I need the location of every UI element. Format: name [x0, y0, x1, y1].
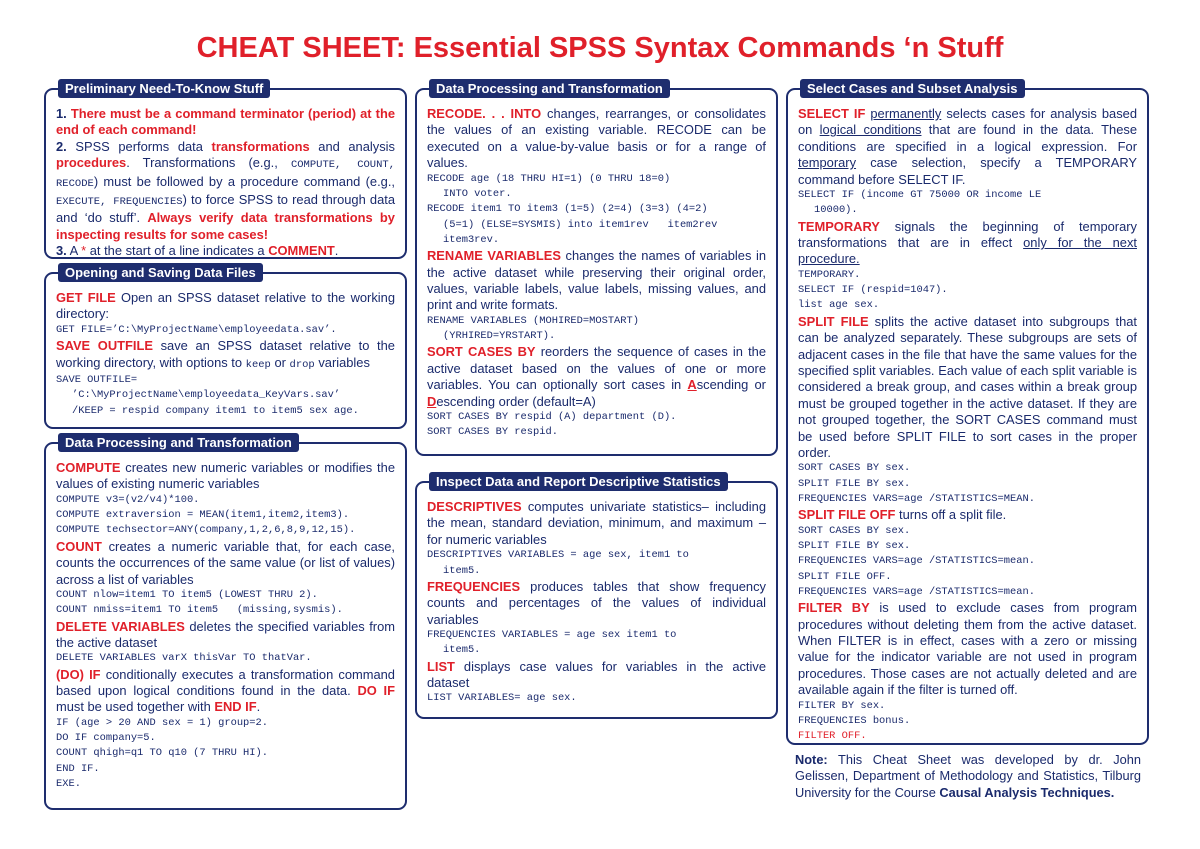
frequencies-code-2: item5.: [443, 644, 481, 657]
count-desc: COUNT creates a numeric variable that, for each case, counts the occurrences of the same value (or list of values) across a list of variables: [56, 538, 395, 587]
descriptives-desc: DESCRIPTIVES computes univariate statistics– including the mean, standard deviation, minimum, and maximum – for numeric variables: [427, 499, 766, 547]
doif-code-5: EXE.: [56, 778, 81, 791]
temporary-code-3: list age sex.: [798, 299, 880, 312]
save-outfile-code-3: /KEEP = respid company item1 to item5 sex age.: [72, 404, 359, 417]
temporary-code-2: SELECT IF (respid=1047).: [798, 284, 948, 297]
descriptives-code-2: item5.: [443, 564, 481, 577]
data-processing-header-1: Data Processing and Transformation: [58, 433, 299, 452]
split-off-desc: SPLIT FILE OFF turns off a split file.: [798, 507, 1007, 523]
preliminary-point-2: 2. SPSS performs data transformations and analysis procedures. Transformations (e.g., COMPUTE, COUNT, RECODE) must be followed by a procedure command (e.g., EXECUTE, FREQUENCIES) to force SPSS to read through data and ‘do stuff’. Always verify data transformations by inspecting results for some cases!: [56, 138, 395, 242]
list-desc: LIST displays case values for variables in the active dataset: [427, 658, 766, 691]
open-save-box: [44, 265, 407, 429]
sort-code-1: SORT CASES BY respid (A) department (D).: [427, 410, 677, 423]
recode-code-1: RECODE age (18 THRU HI=1) (0 THRU 18=0): [427, 172, 671, 185]
select-if-desc: SELECT IF permanently selects cases for analysis based on logical conditions that are found in the data. These conditions are specified in a logical expression. For temporary case selection, specify a TEMPORARY command before SELECT IF.: [798, 106, 1137, 187]
filter-code-2: FREQUENCIES bonus.: [798, 714, 911, 727]
split-file-desc: SPLIT FILE splits the active dataset into subgroups that can be analyzed separately. These subgroups are sets of adjacent cases in the file that have the same values for the specified split variables. Each value of each split variable is considered a break group, and cases within a break group must be grouped together in the active dataset. If they are not grouped together, the SORT CASES command must be used before SPLIT FILE to sort cases in the proper order.: [798, 313, 1137, 460]
footer-note: Note: This Cheat Sheet was developed by dr. John Gelissen, Department of Methodology and Statistics, Tilburg University for the Course Causal Analysis Techniques.: [795, 752, 1141, 800]
recode-code-3: RECODE item1 TO item3 (1=5) (2=4) (3=3) (4=2): [427, 203, 708, 216]
list-code: LIST VARIABLES= age sex.: [427, 692, 577, 705]
select-cases-box: [786, 81, 1149, 745]
preliminary-box: [44, 81, 407, 259]
split-code-3: FREQUENCIES VARS=age /STATISTICS=MEAN.: [798, 492, 1035, 505]
split-off-code-4: SPLIT FILE OFF.: [798, 570, 892, 583]
get-file-desc: GET FILE Open an SPSS dataset relative to the working directory:: [56, 290, 395, 322]
recode-code-2: INTO voter.: [443, 187, 512, 200]
delete-desc: DELETE VARIABLES deletes the specified variables from the active dataset: [56, 618, 395, 650]
sort-code-2: SORT CASES BY respid.: [427, 426, 558, 439]
compute-code-2: COMPUTE extraversion = MEAN(item1,item2,item3).: [56, 509, 350, 522]
frequencies-desc: FREQUENCIES produces tables that show frequency counts and percentages of the values of individual variables: [427, 578, 766, 627]
descriptives-code-1: DESCRIPTIVES VARIABLES = age sex, item1 to: [427, 549, 689, 562]
recode-desc: RECODE. . . INTO changes, rearranges, or consolidates the values of an existing variable. RECODE can be executed on a value-by-value basis or for a range of values.: [427, 106, 767, 171]
temporary-desc: TEMPORARY signals the beginning of temporary transformations that are in effect only for the next procedure.: [798, 218, 1137, 267]
preliminary-point-3: 3. A * at the start of a line indicates a COMMENT.: [56, 243, 339, 259]
doif-code-2: DO IF company=5.: [56, 732, 156, 745]
preliminary-point-1: 1. There must be a command terminator (period) at the end of each command!: [56, 106, 395, 138]
compute-code-1: COMPUTE v3=(v2/v4)*100.: [56, 493, 200, 506]
rename-desc: RENAME VARIABLES changes the names of variables in the active dataset while preserving their original order, values, variable labels, value labels, missing values, and print and write formats.: [427, 248, 766, 313]
select-if-code-1: SELECT IF (income GT 75000 OR income LE: [798, 189, 1042, 202]
get-file-code: GET FILE=’C:\MyProjectName\employeedata.sav’.: [56, 323, 337, 336]
data-processing-box-2: [415, 81, 778, 456]
split-off-code-2: SPLIT FILE BY sex.: [798, 539, 911, 552]
save-outfile-code-1: SAVE OUTFILE=: [56, 373, 138, 386]
filter-off-code: FILTER OFF.: [798, 730, 867, 743]
doif-code-4: END IF.: [56, 762, 100, 775]
split-off-code-3: FREQUENCIES VARS=age /STATISTICS=mean.: [798, 555, 1035, 568]
rename-code-1: RENAME VARIABLES (MOHIRED=MOSTART): [427, 314, 640, 327]
recode-code-5: item3rev.: [443, 233, 500, 246]
count-code-1: COUNT nlow=item1 TO item5 (LOWEST THRU 2).: [56, 588, 318, 601]
split-code-2: SPLIT FILE BY sex.: [798, 477, 911, 490]
split-off-code-1: SORT CASES BY sex.: [798, 524, 911, 537]
compute-code-3: COMPUTE techsector=ANY(company,1,2,6,8,9,12,15).: [56, 524, 356, 537]
filter-code-1: FILTER BY sex.: [798, 699, 886, 712]
data-processing-box-1: [44, 435, 407, 810]
filter-desc: FILTER BY is used to exclude cases from program procedures without deleting them from the active dataset. When FILTER is in effect, cases with a zero or missing value for the indicator variable are not used in program procedures. Those cases are not actually deleted and are available again if the filter is turned off.: [798, 600, 1137, 698]
select-if-code-2: 10000).: [814, 204, 858, 217]
split-off-code-5: FREQUENCIES VARS=age /STATISTICS=mean.: [798, 585, 1035, 598]
save-outfile-code-2: ’C:\MyProjectName\employeedata_KeyVars.sav’: [72, 389, 341, 402]
data-processing-header-2: Data Processing and Transformation: [429, 79, 670, 98]
recode-code-4: (5=1) (ELSE=SYSMIS) into item1rev item2rev: [443, 218, 718, 231]
save-outfile-desc: SAVE OUTFILE save an SPSS dataset relative to the working directory, with options to keep or drop variables: [56, 338, 395, 371]
preliminary-header: Preliminary Need-To-Know Stuff: [58, 79, 270, 98]
rename-code-2: (YRHIRED=YRSTART).: [443, 330, 556, 343]
compute-desc: COMPUTE creates new numeric variables or modifies the values of existing numeric variables: [56, 460, 395, 492]
temporary-code-1: TEMPORARY.: [798, 268, 861, 281]
inspect-header: Inspect Data and Report Descriptive Statistics: [429, 472, 728, 491]
delete-code: DELETE VARIABLES varX thisVar TO thatVar.: [56, 652, 312, 665]
doif-code-1: IF (age > 20 AND sex = 1) group=2.: [56, 716, 269, 729]
doif-desc: (DO) IF conditionally executes a transformation command based upon logical conditions found in the data. DO IF must be used together with END IF.: [56, 666, 395, 715]
select-cases-header: Select Cases and Subset Analysis: [800, 79, 1025, 98]
frequencies-code-1: FREQUENCIES VARIABLES = age sex item1 to: [427, 629, 677, 642]
count-code-2: COUNT nmiss=item1 TO item5 (missing,sysmis).: [56, 604, 343, 617]
doif-code-3: COUNT qhigh=q1 TO q10 (7 THRU HI).: [56, 747, 269, 760]
split-code-1: SORT CASES BY sex.: [798, 462, 911, 475]
sort-desc: SORT CASES BY reorders the sequence of cases in the active dataset based on the values of one or more variables. You can optionally sort cases in Ascending or Descending order (default=A): [427, 344, 766, 409]
open-save-header: Opening and Saving Data Files: [58, 263, 263, 282]
page-title: CHEAT SHEET: Essential SPSS Syntax Commands ‘n Stuff: [196, 32, 1004, 64]
inspect-box: [415, 474, 778, 719]
